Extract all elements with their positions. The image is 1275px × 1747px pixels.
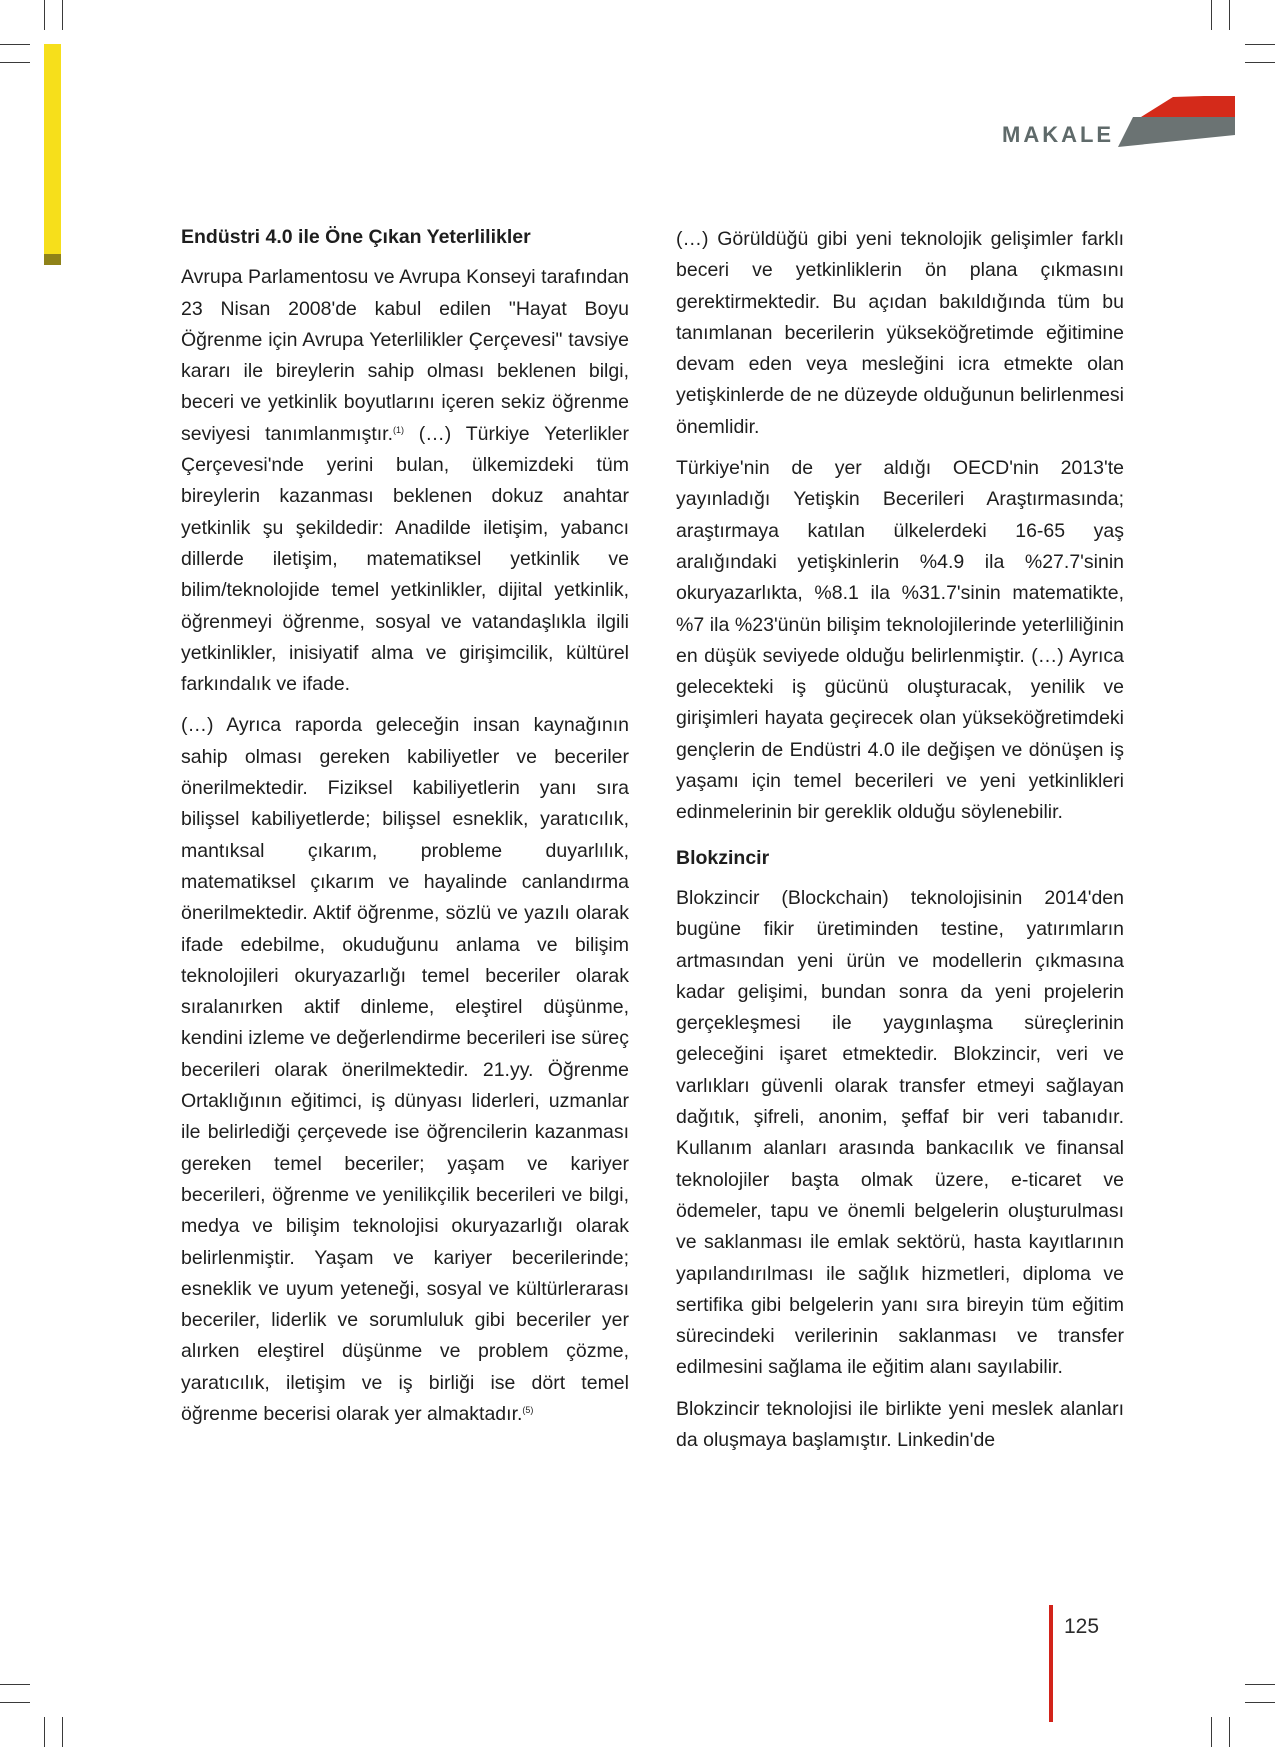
paragraph-text: (…) Türkiye Yeterlikler Çerçevesi'nde yerini bulan, ülkemizdeki tüm bireylerin kazanması beklenen dokuz anahtar yetkinlik şu şekildedir: Anadilde iletişim, yabancı dillerde iletişim, matematiksel yetkinlik ve bilim/teknolojide temel yetkinlikler, dijital yetkinlik, öğrenmeyi öğrenme, sosyal ve vatandaşlıkla ilgili yetkinlikler, inisiyatif alma ve girişimcilik, kültürel farkındalık ve ifade. (181, 422, 629, 696)
yellow-margin-bar (44, 44, 61, 254)
paragraph-text: Avrupa Parlamentosu ve Avrupa Konseyi tarafından 23 Nisan 2008'de kabul edilen "Hayat Boyu Öğrenme için Avrupa Yeterlilikler Çerçevesi" tavsiye kararı ile bireylerin sahip olması beklenen bilgi, beceri ve yetkinlik boyutlarını içeren sekiz öğrenme seviyesi tanımlanmıştır. (181, 266, 629, 445)
section-heading-yeterlilikler: Endüstri 4.0 ile Öne Çıkan Yeterlilikler (181, 226, 531, 248)
page-number-bar (1049, 1605, 1053, 1722)
right-column (676, 224, 1124, 1466)
paragraph: Türkiye'nin de yer aldığı OECD'nin 2013'te yayınladığı Yetişkin Becerileri Araştırmasında; araştırmaya katılan ülkelerdeki 16-65 yaş aralığındaki yetişkinlerin %4.9 ila %27.7'sinin okuryazarlıkta, %8.1 ila %31.7'sinin matematikte, %7 ila %23'ünün bilişim teknolojilerinde yeterliliğinin en düşük seviyede olduğu belirlenmiştir. (…) Ayrıca gelecekteki iş gücünü oluşturacak, yenilik ve girişimleri hayata geçirecek olan yükseköğretimdeki gençlerin de Endüstri 4.0 ile değişen ve dönüşen iş yaşamı için temel becerileri ve yeni yetkinlikleri edinmelerinin bir gereklik olduğu söylenebilir. (676, 457, 1124, 824)
footnote-ref: (1) (393, 424, 405, 435)
paragraph-text: (…) Ayrıca raporda geleceğin insan kaynağının sahip olması gereken kabiliyetler ve beceriler önerilmektedir. Fiziksel kabiliyetlerin yanı sıra bilişsel kabiliyetlerde; bilişsel esneklik, yaratıcılık, mantıksal çıkarım, probleme duyarlılık, matematiksel çıkarım ve hayalinde canlandırma önerilmektedir. Aktif öğrenme, sözlü ve yazılı olarak ifade edebilme, okuduğunu anlama ve bilişim teknolojileri okuryazarlığı temel beceriler olarak sıralanırken aktif dinleme, eleştirel düşünme, kendini izleme ve değerlendirme becerileri ise süreç becerileri olarak önerilmektedir. 21.yy. Öğrenme Ortaklığının eğitimci, iş dünyası liderleri, uzmanlar ile belirlediği çerçevede ise öğrencilerin kazanması gereken temel beceriler; yaşam ve kariyer becerileri, öğrenme ve yenilikçilik becerileri ve bilgi, medya ve bilişim teknolojisi okuryazarlığı olarak belirlenmiştir. Yaşam ve kariyer becerilerinde; esneklik ve uyum yeteneği, sosyal ve kültürlerarası beceriler, liderlik ve sorumluluk gibi beceriler yer alırken eleştirel düşünme ve problem çözme, yaratıcılık, iletişim ve iş birliği ise dört temel öğrenme becerisi olarak yer almaktadır. (181, 714, 629, 1425)
header-flag-shape (1115, 96, 1235, 148)
paragraph (181, 262, 629, 700)
paragraph (181, 710, 629, 1430)
paragraph: (…) Görüldüğü gibi yeni teknolojik gelişimler farklı beceri ve yetkinliklerin ön plana çıkmasını gerektirmektedir. Bu açıdan bakıldığında tüm bu tanımlanan becerilerin yükseköğretimde eğitimine devam eden veya mesleğini icra etmekte olan yetişkinlerde de ne düzeyde olduğunun belirlenmesi önemlidir. (676, 228, 1124, 438)
left-column (181, 222, 629, 1440)
paragraph: Blokzincir teknolojisi ile birlikte yeni meslek alanları da oluşmaya başlamıştır. Linkedin'de (676, 1397, 1124, 1451)
paragraph: Blokzincir (Blockchain) teknolojisinin 2014'den bugüne fikir üretiminden testine, yatırımların artmasından yeni ürün ve modellerin çıkmasına kadar gelişimi, bundan sonra da yeni projelerin gerçekleşmesi ile yaygınlaşma süreçlerinin geleceğini işaret etmektedir. Blokzincir, veri ve varlıkları güvenli olarak transfer etmeyi sağlayan dağıtık, şifreli, anonim, şeffaf bir veri tabanıdır. Kullanım alanları arasında bankacılık ve finansal teknolojiler başta olmak üzere, e-ticaret ve ödemeler, tapu ve önemli belgelerin oluşturulması ve saklanması ile emlak sektörü, hasta kayıtlarının yapılandırılması ile sağlık hizmetleri, diploma ve sertifika gibi belgelerin yanı sıra bireyin tüm eğitim sürecindeki verilerinin saklanması ve transfer edilmesini sağlama ile eğitim alanı sayılabilir. (676, 886, 1124, 1379)
section-heading-blokzincir: Blokzincir (676, 846, 770, 869)
section-label: MAKALE (1002, 122, 1115, 147)
page-number: 125 (1064, 1615, 1100, 1638)
yellow-margin-bar-tip (44, 254, 61, 265)
footnote-ref: (5) (522, 1404, 534, 1415)
